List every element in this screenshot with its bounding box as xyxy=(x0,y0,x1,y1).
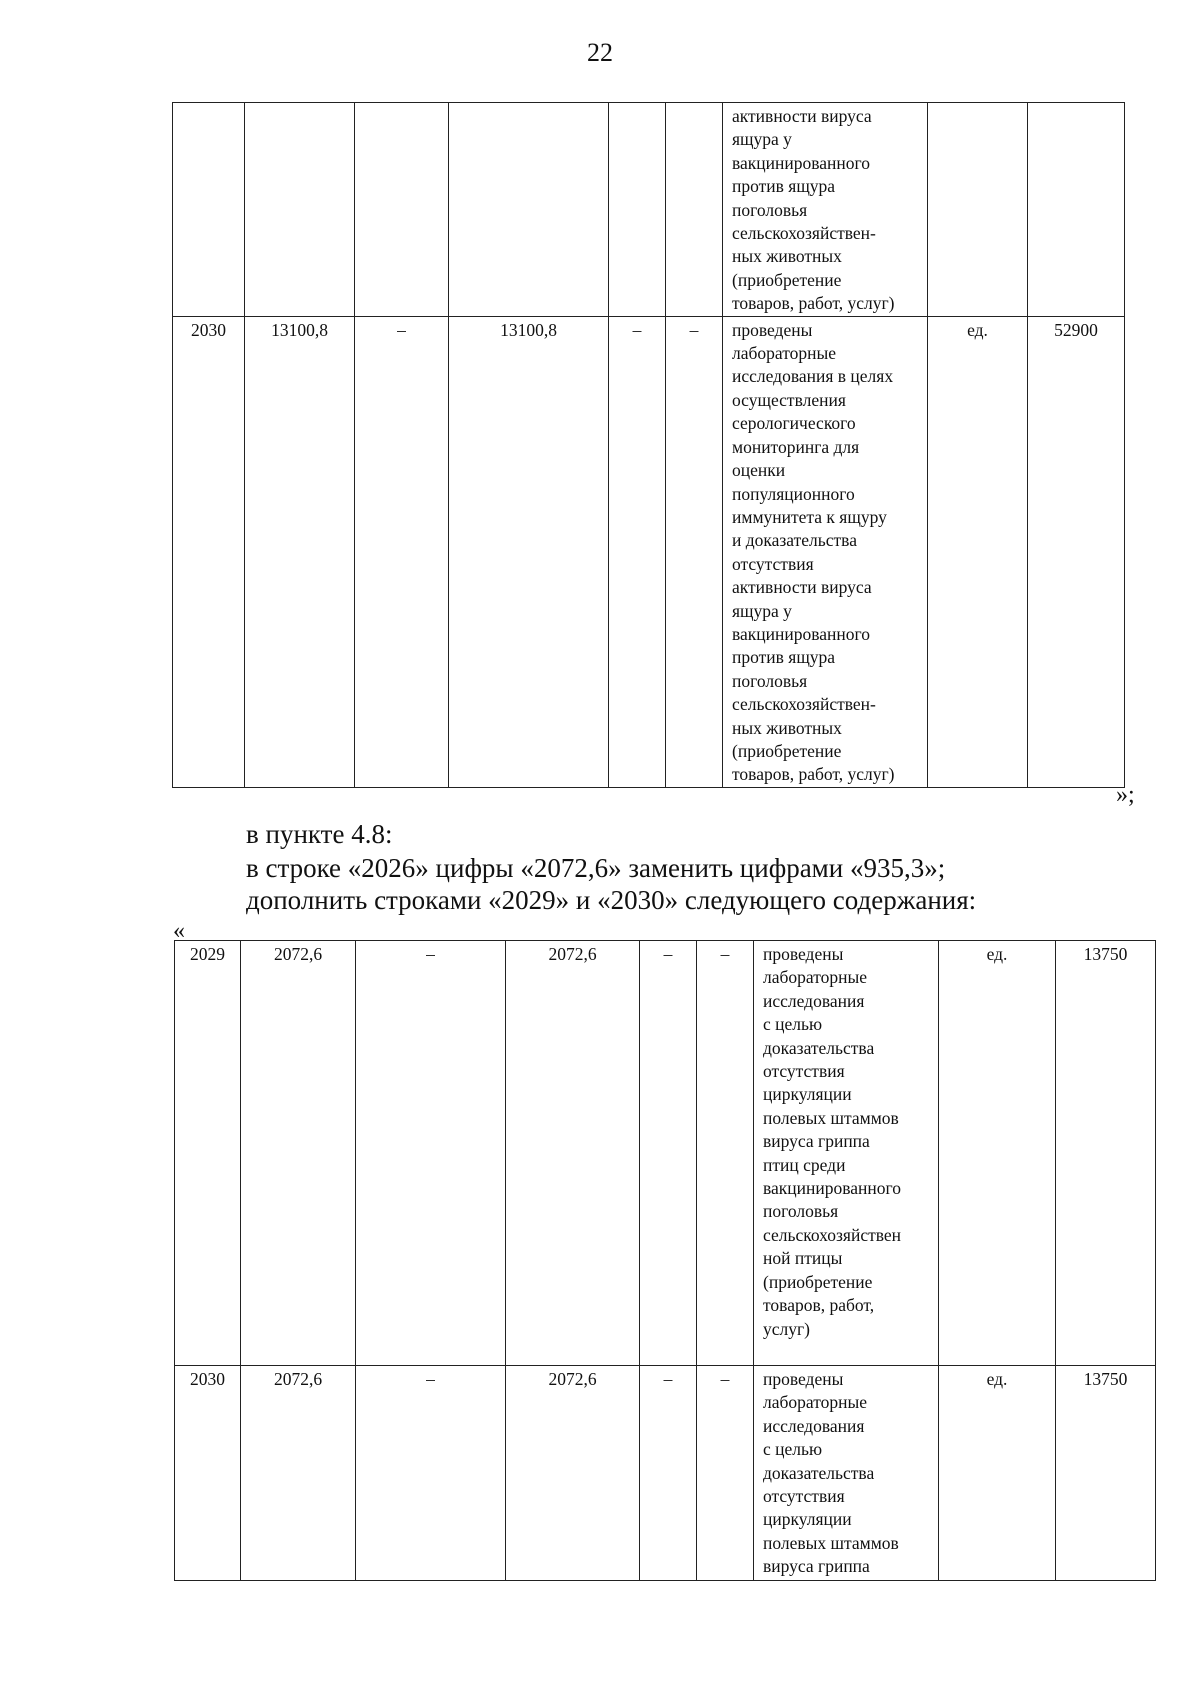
page-number: 22 xyxy=(587,38,613,67)
table-1 xyxy=(172,102,1125,788)
col4-cell: 2072,6 xyxy=(506,941,640,1366)
col5-cell: – xyxy=(640,1366,697,1581)
description-cell: проведены лабораторные исследования в целях осуществления серологического мониторинга для оценки популяционного иммунитета к ящуру и доказательства отсутствия активности вируса ящура у вакцинированного против ящура поголовья сельскохозяйствен- ных животных (приобретение товаров, работ, услуг) xyxy=(723,316,928,787)
value-cell: 13750 xyxy=(1056,941,1156,1366)
col4-cell: 2072,6 xyxy=(506,1366,640,1581)
year-cell xyxy=(173,103,245,317)
value-cell: 13750 xyxy=(1056,1366,1156,1581)
opening-quote: « xyxy=(173,918,185,944)
table-row xyxy=(173,103,1125,317)
table-row xyxy=(173,316,1125,787)
col3-cell xyxy=(355,103,449,317)
unit-cell: ед. xyxy=(939,1366,1056,1581)
unit-cell: ед. xyxy=(928,316,1028,787)
table-row xyxy=(175,941,1156,1366)
paragraph-line-2: в строке «2026» цифры «2072,6» заменить цифрами «935,3»; xyxy=(246,853,946,883)
description-cell: активности вируса ящура у вакцинированного против ящура поголовья сельскохозяйствен- ных животных (приобретение товаров, работ, услуг) xyxy=(723,103,928,317)
col5-cell xyxy=(609,103,666,317)
value-cell: 52900 xyxy=(1028,316,1125,787)
table-row xyxy=(175,1366,1156,1581)
unit-cell: ед. xyxy=(939,941,1056,1366)
total-cell: 2072,6 xyxy=(241,1366,356,1581)
description-cell: проведены лабораторные исследования с целью доказательства отсутствия циркуляции полевых штаммов вируса гриппа xyxy=(754,1366,939,1581)
unit-cell xyxy=(928,103,1028,317)
total-cell xyxy=(245,103,355,317)
table-2 xyxy=(174,940,1156,1581)
year-cell: 2030 xyxy=(173,316,245,787)
total-cell: 13100,8 xyxy=(245,316,355,787)
col5-cell: – xyxy=(640,941,697,1366)
col3-cell: – xyxy=(356,1366,506,1581)
description-cell: проведены лабораторные исследования с целью доказательства отсутствия циркуляции полевых штаммов вируса гриппа птиц среди вакцинированного поголовья сельскохозяйствен ной птицы (приобретение товаров, работ, услуг) xyxy=(754,941,939,1366)
closing-quote: »; xyxy=(1116,782,1135,808)
total-cell: 2072,6 xyxy=(241,941,356,1366)
col5-cell: – xyxy=(609,316,666,787)
col6-cell: – xyxy=(666,316,723,787)
col4-cell xyxy=(449,103,609,317)
year-cell: 2029 xyxy=(175,941,241,1366)
col6-cell: – xyxy=(697,941,754,1366)
col6-cell xyxy=(666,103,723,317)
col4-cell: 13100,8 xyxy=(449,316,609,787)
year-cell: 2030 xyxy=(175,1366,241,1581)
value-cell xyxy=(1028,103,1125,317)
col3-cell: – xyxy=(356,941,506,1366)
paragraph-line-1: в пункте 4.8: xyxy=(246,819,393,849)
paragraph-line-3: дополнить строками «2029» и «2030» следующего содержания: xyxy=(246,885,977,915)
col3-cell: – xyxy=(355,316,449,787)
col6-cell: – xyxy=(697,1366,754,1581)
